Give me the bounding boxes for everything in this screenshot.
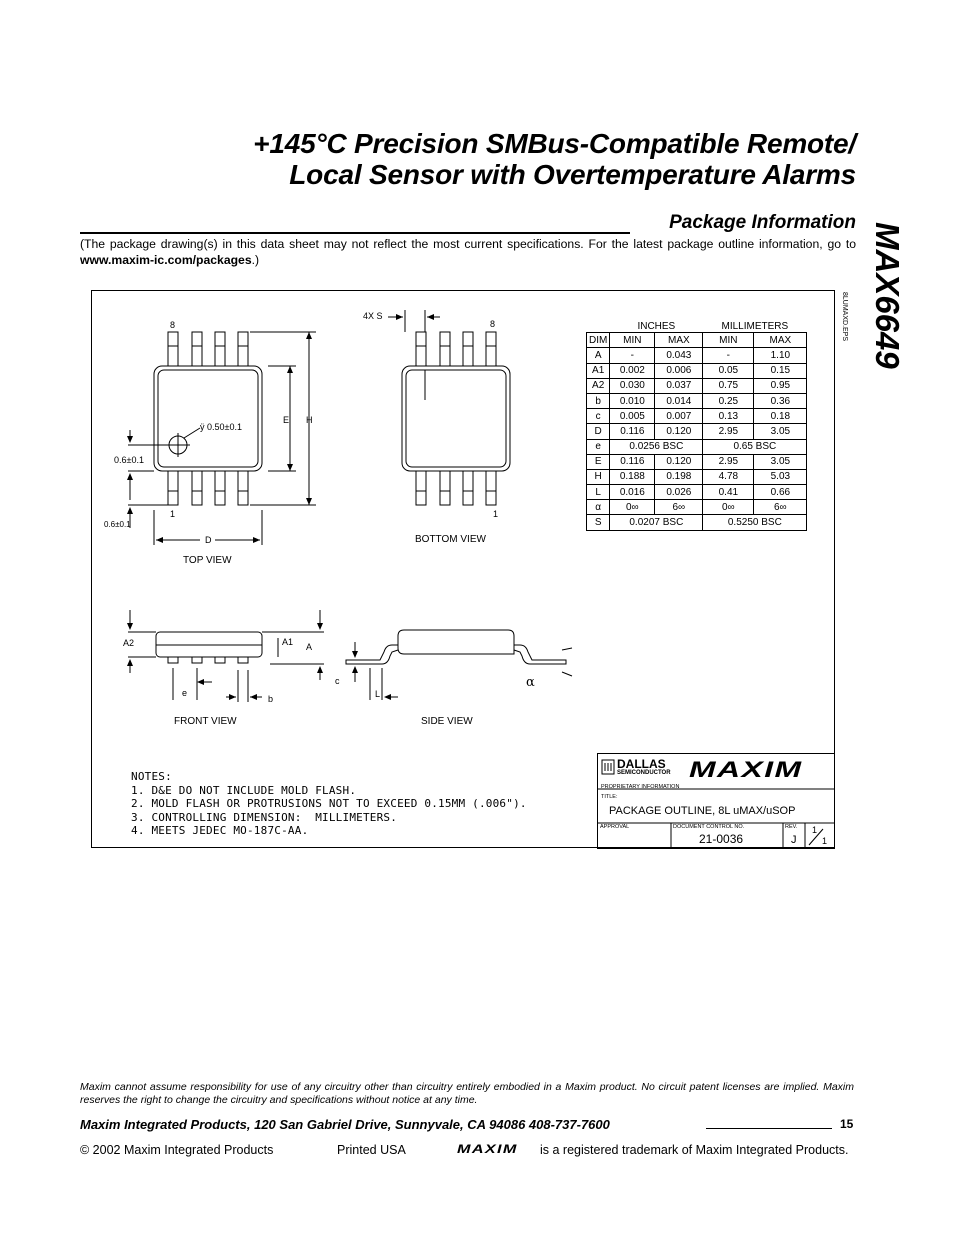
packages-link[interactable]: www.maxim-ic.com/packages [80,253,252,267]
section-heading: Package Information [669,212,856,233]
dallas-logo: DALLAS [617,757,666,771]
bottom-view-caption: BOTTOM VIEW [415,534,486,545]
footer-rule [706,1128,832,1129]
top-view-body [154,366,262,471]
top-view-lower-leads [168,471,248,505]
trademark-text: is a registered trademark of Maxim Integrated Products. [540,1143,849,1157]
dim-E-label: E [283,415,290,425]
rev-label: REV. [785,824,798,830]
front-view-leads [168,657,248,663]
approval-label: APPROVAL [600,824,630,830]
maxim-trademark-logo: MAXIM [457,1142,518,1156]
side-view-body [398,630,514,654]
table-row: b 0.010 0.014 0.25 0.36 [587,393,807,408]
front-view-caption: FRONT VIEW [174,716,237,727]
table-row: A - 0.043 - 1.10 [587,348,807,363]
notes-block: NOTES: 1. D&E DO NOT INCLUDE MOLD FLASH. 2. MOLD FLASH OR PROTRUSIONS NOT TO EXCEED 0.15MM (.006"). 3. CONTROLLING DIMENSION: MILLIMETERS. 4. MEETS JEDEC MO-187C-AA. [131,770,527,837]
table-row: α 0∞ 6∞ 0∞ 6∞ [587,500,807,515]
top-view-caption: TOP VIEW [183,555,232,566]
side-part-number: MAX6649 [869,222,906,369]
pin1-diameter-label: ÿ 0.50±0.1 [200,422,242,432]
dim-b-label: b [268,694,274,704]
proprietary-label: PROPRIETARY INFORMATION [601,784,680,790]
dim-4xs-label: 4X S [363,311,383,321]
dim-A2-label: A2 [123,638,135,648]
bottom-view-body [402,366,510,471]
doc-number: 21-0036 [699,832,744,846]
title-line-2: Local Sensor with Overtemperature Alarms [289,159,856,190]
table-row: L 0.016 0.026 0.41 0.66 [587,485,807,500]
revision: J [791,834,797,846]
dim-e-label: e [182,688,188,698]
page-number: 15 [840,1117,854,1131]
table-row: E 0.116 0.120 2.95 3.05 [587,454,807,469]
dim-A1-label: A1 [282,637,294,647]
eps-filename: 8LUMAXD.EPS [841,292,848,342]
sheet-total: 1 [822,836,828,846]
dim-L-label: L [375,689,381,699]
sheet-number: 1 [812,825,818,835]
table-row: S 0.0207 BSC 0.5250 BSC [587,515,807,530]
bottom-view-lower-leads [416,471,496,505]
dallas-semiconductor: SEMICONDUCTOR [617,770,671,776]
top-pin8: 8 [170,320,176,330]
dimension-table [586,318,807,531]
title-line-1: +145°C Precision SMBus-Compatible Remote/ [253,128,856,159]
side-view-caption: SIDE VIEW [421,716,473,727]
bottom-pin8: 8 [490,319,496,329]
disclaimer: Maxim cannot assume responsibility for use of any circuitry other than circuitry entirely embodied in a Maxim product. No circuit patent licenses are implied. Maxim reserves the right to change the circuitry and specifications without notice at any time. [80,1081,854,1106]
doc-control-label: DOCUMENT CONTROL NO. [673,824,745,830]
bottom-pin1: 1 [493,509,499,519]
table-row: c 0.005 0.007 0.13 0.18 [587,409,807,424]
dim-alpha-label: α [526,675,535,690]
table-row: H 0.188 0.198 4.78 5.03 [587,469,807,484]
table-row: A2 0.030 0.037 0.75 0.95 [587,378,807,393]
top-view-upper-leads [168,332,248,366]
copyright: © 2002 Maxim Integrated Products [80,1143,274,1157]
dim-c-label: c [335,676,340,686]
package-title: PACKAGE OUTLINE, 8L uMAX/uSOP [609,805,796,817]
dim-06-upper: 0.6±0.1 [114,455,144,465]
intro-paragraph: (The package drawing(s) in this data sheet may not reflect the most current specifications. For the latest package outline information, go to www.maxim-ic.com/packages.) [80,237,856,267]
table-row: A1 0.002 0.006 0.05 0.15 [587,363,807,378]
maxim-logo: MAXIM [689,757,803,782]
title-field-label: TITLE: [601,794,618,800]
dim-06-lower: 0.6±0.1 [104,520,131,529]
table-row: e 0.0256 BSC 0.65 BSC [587,439,807,454]
dim-A-label: A [306,642,313,652]
mm-header: MILLIMETERS [721,321,789,333]
dim-H-label: H [306,415,313,425]
footer-address: Maxim Integrated Products, 120 San Gabriel Drive, Sunnyvale, CA 94086 408-737-7600 [80,1117,610,1132]
table-header-row: DIM MIN MAX MIN MAX [587,333,807,348]
table-row: D 0.116 0.120 2.95 3.05 [587,424,807,439]
bottom-view-upper-leads [416,332,496,366]
top-pin1: 1 [170,509,176,519]
printed-usa: Printed USA [337,1143,406,1157]
inches-header: INCHES [637,321,676,333]
dim-D-label: D [205,535,212,545]
